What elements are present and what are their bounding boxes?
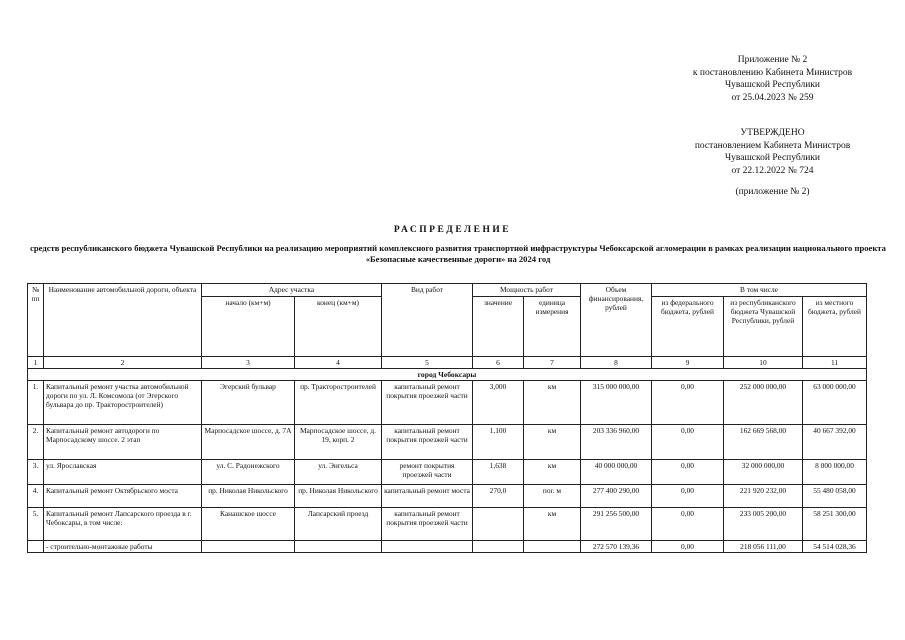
appendix-line: Чувашской Республики bbox=[724, 80, 821, 90]
row-start: пр. Николая Никольского bbox=[202, 485, 295, 508]
row-end bbox=[295, 541, 382, 553]
row-unit: км bbox=[524, 381, 581, 425]
row-road-name: Капитальный ремонт автодороги по Марпосадскому шоссе. 2 этап bbox=[44, 425, 202, 460]
row-road-name: Капитальный ремонт Октябрьского моста bbox=[44, 485, 202, 508]
header-start: начало (км+м) bbox=[202, 297, 295, 357]
row-value: 1,638 bbox=[473, 460, 524, 485]
row-end: ул. Энгельса bbox=[295, 460, 382, 485]
row-total: 277 400 290,00 bbox=[581, 485, 652, 508]
header-capacity: Мощность работ bbox=[473, 284, 581, 297]
appendix-block bbox=[640, 54, 905, 104]
row-num: 5. bbox=[28, 508, 44, 541]
column-number: 3 bbox=[202, 357, 295, 369]
approval-line: от 22.12.2022 № 724 bbox=[731, 165, 814, 176]
row-work-type bbox=[382, 541, 473, 553]
row-value: 1,100 bbox=[473, 425, 524, 460]
row-start: Эгерский бульвар bbox=[202, 381, 295, 425]
row-local: 63 000 000,00 bbox=[803, 381, 867, 425]
table-row bbox=[28, 425, 867, 460]
row-federal: 0,00 bbox=[652, 508, 724, 541]
header-financing: Объем финансирования, рублей bbox=[581, 284, 652, 357]
header-federal: из федерального бюджета, рублей bbox=[652, 297, 724, 357]
row-road-name: Капитальный ремонт Лапсарского проезда в г. Чебоксары, в том числе: bbox=[44, 508, 202, 541]
appendix-line: от 25.04.2023 № 259 bbox=[731, 92, 814, 103]
row-value: 3,000 bbox=[473, 381, 524, 425]
header-unit: единица измерения bbox=[524, 297, 581, 357]
column-number: 7 bbox=[524, 357, 581, 369]
appendix-line: Приложение № 2 bbox=[737, 55, 808, 65]
row-end: пр. Тракторостроителей bbox=[295, 381, 382, 425]
column-number: 11 bbox=[803, 357, 867, 369]
group-row bbox=[28, 369, 867, 381]
row-start: Канашское шоссе bbox=[202, 508, 295, 541]
appendix-line: к постановлению Кабинета Министров bbox=[692, 67, 853, 78]
header-value: значение bbox=[473, 297, 524, 357]
column-number: 6 bbox=[473, 357, 524, 369]
row-num: 3. bbox=[28, 460, 44, 485]
row-total: 40 000 000,00 bbox=[581, 460, 652, 485]
row-end: пр. Николая Никольского bbox=[295, 485, 382, 508]
table-row bbox=[28, 508, 867, 541]
row-start: Марпосадское шоссе, д. 7А bbox=[202, 425, 295, 460]
row-start bbox=[202, 541, 295, 553]
document-title: РАСПРЕДЕЛЕНИЕ bbox=[393, 225, 512, 235]
row-local: 54 514 028,36 bbox=[803, 541, 867, 553]
row-start: ул. С. Радонежского bbox=[202, 460, 295, 485]
row-num: 2. bbox=[28, 425, 44, 460]
document-subtitle: средств республиканского бюджета Чувашской Республики на реализацию мероприятий комплексного развития транспортной инфраструктуры Чебоксарской агломерации в рамках реализации национального проекта «Безопасные качественные дороги» на 2024 год bbox=[30, 243, 886, 264]
column-number: 5 bbox=[382, 357, 473, 369]
group-label: город Чебоксары bbox=[28, 369, 867, 381]
header-work-type: Вид работ bbox=[382, 284, 473, 357]
column-number: 10 bbox=[724, 357, 803, 369]
row-republican: 252 000 000,00 bbox=[724, 381, 803, 425]
row-work-type: ремонт покрытия проезжей части bbox=[382, 460, 473, 485]
row-num: 1. bbox=[28, 381, 44, 425]
distribution-table bbox=[27, 283, 867, 553]
row-total: 203 336 960,00 bbox=[581, 425, 652, 460]
row-federal: 0,00 bbox=[652, 541, 724, 553]
column-number: 2 bbox=[44, 357, 202, 369]
header-num: № пп bbox=[28, 284, 44, 357]
row-value: 270,0 bbox=[473, 485, 524, 508]
header-republican: из республиканского бюджета Чувашской Республики, рублей bbox=[724, 297, 803, 357]
approval-block bbox=[640, 127, 905, 199]
row-unit: км bbox=[524, 508, 581, 541]
row-end: Лапсарский проезд bbox=[295, 508, 382, 541]
row-federal: 0,00 bbox=[652, 485, 724, 508]
row-end: Марпосадское шоссе, д. 19, корп. 2 bbox=[295, 425, 382, 460]
approval-line: УТВЕРЖДЕНО bbox=[740, 128, 805, 138]
row-total: 272 570 139,36 bbox=[581, 541, 652, 553]
column-number: 9 bbox=[652, 357, 724, 369]
row-federal: 0,00 bbox=[652, 460, 724, 485]
header-local: из местного бюджета, рублей bbox=[803, 297, 867, 357]
row-road-name: - строительно-монтажные работы bbox=[44, 541, 202, 553]
row-unit: пог. м bbox=[524, 485, 581, 508]
column-number: 1 bbox=[28, 357, 44, 369]
header-row bbox=[28, 284, 867, 297]
row-republican: 162 669 568,00 bbox=[724, 425, 803, 460]
header-including: В том числе bbox=[652, 284, 867, 297]
header-end: конец (км+м) bbox=[295, 297, 382, 357]
header-road-name: Наименование автомобильной дороги, объекта bbox=[44, 284, 202, 357]
row-local: 40 667 392,00 bbox=[803, 425, 867, 460]
row-federal: 0,00 bbox=[652, 425, 724, 460]
row-total: 291 256 500,00 bbox=[581, 508, 652, 541]
column-number-row bbox=[28, 357, 867, 369]
row-republican: 32 000 000,00 bbox=[724, 460, 803, 485]
table-row bbox=[28, 485, 867, 508]
table-row bbox=[28, 381, 867, 425]
row-local: 55 480 058,00 bbox=[803, 485, 867, 508]
row-unit bbox=[524, 541, 581, 553]
row-unit: км bbox=[524, 460, 581, 485]
table-row bbox=[28, 460, 867, 485]
row-work-type: капитальный ремонт покрытия проезжей части bbox=[382, 508, 473, 541]
row-republican: 218 056 111,00 bbox=[724, 541, 803, 553]
approval-line: постановлением Кабинета Министров bbox=[694, 140, 851, 151]
row-work-type: капитальный ремонт покрытия проезжей части bbox=[382, 381, 473, 425]
row-road-name: Капитальный ремонт участка автомобильной дороги по ул. Л. Комсомола (от Эгерского бульвара до пр. Тракторостроителей) bbox=[44, 381, 202, 425]
row-work-type: капитальный ремонт моста bbox=[382, 485, 473, 508]
approval-line: (приложение № 2) bbox=[735, 187, 810, 197]
row-num bbox=[28, 541, 44, 553]
row-num: 4. bbox=[28, 485, 44, 508]
row-value bbox=[473, 508, 524, 541]
column-number: 4 bbox=[295, 357, 382, 369]
header-address: Адрес участка bbox=[202, 284, 382, 297]
row-republican: 221 920 232,00 bbox=[724, 485, 803, 508]
row-local: 8 000 000,00 bbox=[803, 460, 867, 485]
subtotal-row bbox=[28, 541, 867, 553]
column-number: 8 bbox=[581, 357, 652, 369]
row-republican: 233 005 200,00 bbox=[724, 508, 803, 541]
row-work-type: капитальный ремонт покрытия проезжей части bbox=[382, 425, 473, 460]
row-federal: 0,00 bbox=[652, 381, 724, 425]
row-total: 315 000 000,00 bbox=[581, 381, 652, 425]
row-local: 58 251 300,00 bbox=[803, 508, 867, 541]
row-road-name: ул. Ярославская bbox=[44, 460, 202, 485]
approval-line: Чувашской Республики bbox=[724, 153, 821, 163]
row-value bbox=[473, 541, 524, 553]
row-unit: км bbox=[524, 425, 581, 460]
